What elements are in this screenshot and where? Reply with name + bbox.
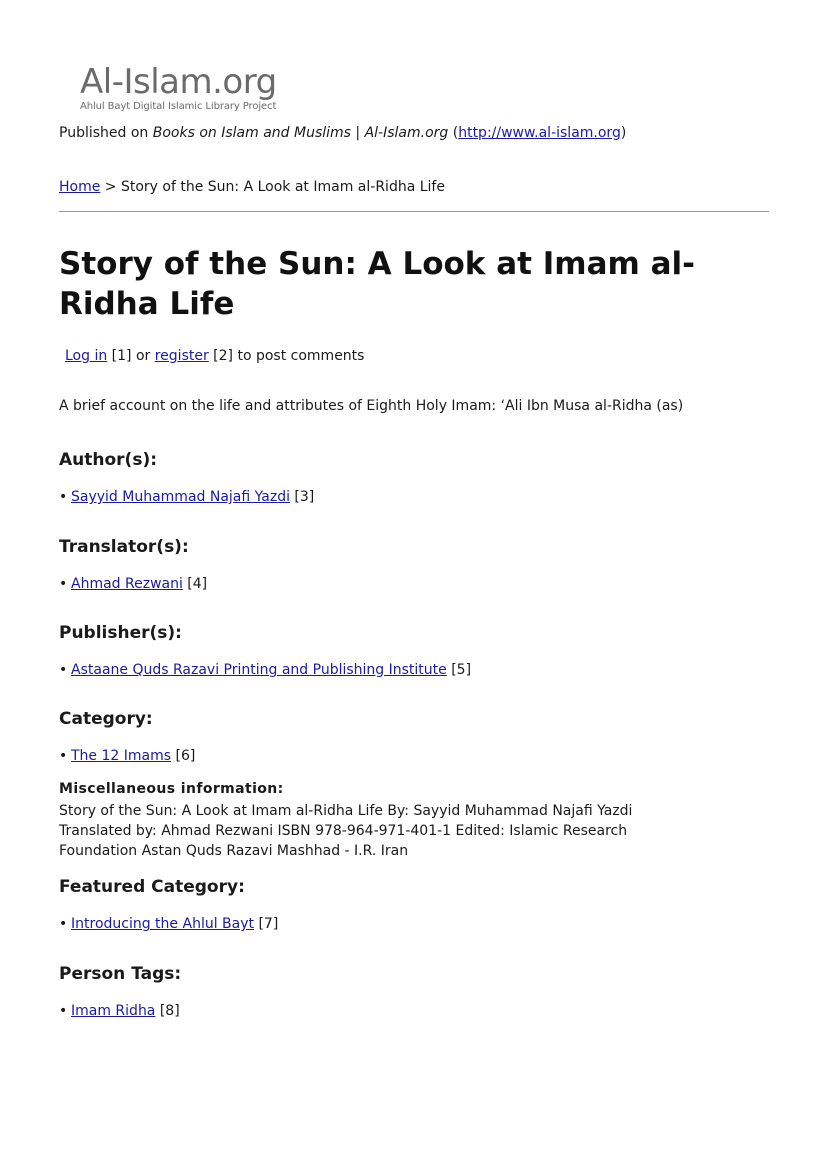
site-url-link[interactable]: http://www.al-islam.org <box>458 125 621 141</box>
breadcrumb-separator: > <box>100 179 121 195</box>
logo-tagline: Ahlul Bayt Digital Islamic Library Project <box>80 101 277 112</box>
translator-item <box>59 576 207 592</box>
misc-info-label: Miscellaneous information: <box>59 781 284 797</box>
register-link[interactable]: register <box>154 348 209 364</box>
translator-link[interactable]: Ahmad Rezwani <box>71 576 183 592</box>
person-tags-heading: Person Tags: <box>59 964 182 984</box>
header-divider <box>59 211 769 212</box>
site-logo[interactable] <box>80 62 320 122</box>
authors-heading: Author(s): <box>59 450 158 470</box>
person-tag-item <box>59 1003 180 1019</box>
published-prefix: Published on <box>59 125 153 141</box>
publisher-ref: [5] <box>446 662 472 678</box>
featured-category-link[interactable]: Introducing the Ahlul Bayt <box>71 916 254 932</box>
featured-category-item <box>59 916 278 932</box>
login-ref: [1] or <box>107 348 155 364</box>
featured-category-heading: Featured Category: <box>59 877 245 897</box>
url-open: ( <box>448 125 459 141</box>
site-name: Books on Islam and Muslims | Al-Islam.org <box>152 125 449 141</box>
person-tag-link[interactable]: Imam Ridha <box>71 1003 156 1019</box>
category-ref: [6] <box>171 748 196 764</box>
login-prompt <box>65 348 364 364</box>
bullet: • <box>59 662 68 678</box>
misc-info-text: Story of the Sun: A Look at Imam al-Ridha Life By: Sayyid Muhammad Najafi Yazdi Translated by: Ahmad Rezwani ISBN 978-964-971-401-1 Edited: Islamic Research Foundation Astan Quds Razavi Mashhad - I.R. Iran <box>59 803 633 859</box>
page-title: Story of the Sun: A Look at Imam al-Ridha Life <box>59 246 695 322</box>
publisher-link[interactable]: Astaane Quds Razavi Printing and Publishing Institute <box>71 662 447 678</box>
publisher-item <box>59 662 471 678</box>
author-ref: [3] <box>289 489 315 505</box>
person-tag-ref: [8] <box>155 1003 180 1019</box>
featured-category-ref: [7] <box>254 916 279 932</box>
url-close: ) <box>620 125 627 141</box>
book-summary: A brief account on the life and attributes of Eighth Holy Imam: ‘Ali Ibn Musa al-Ridha (as) <box>59 398 684 414</box>
category-item <box>59 748 195 764</box>
bullet: • <box>59 1003 68 1019</box>
category-link[interactable]: The 12 Imams <box>71 748 172 764</box>
breadcrumb <box>59 179 445 195</box>
author-item <box>59 489 314 505</box>
bullet: • <box>59 576 68 592</box>
breadcrumb-home-link[interactable]: Home <box>59 179 101 195</box>
published-line <box>59 125 626 141</box>
translator-ref: [4] <box>182 576 208 592</box>
category-heading: Category: <box>59 709 153 729</box>
author-link[interactable]: Sayyid Muhammad Najafi Yazdi <box>71 489 290 505</box>
logo-wordmark: Al-Islam.org <box>80 62 277 102</box>
breadcrumb-current: Story of the Sun: A Look at Imam al-Ridha Life <box>120 179 445 195</box>
bullet: • <box>59 748 68 764</box>
login-link[interactable]: Log in <box>65 348 108 364</box>
bullet: • <box>59 489 68 505</box>
publishers-heading: Publisher(s): <box>59 623 182 643</box>
translators-heading: Translator(s): <box>59 537 189 557</box>
register-ref: [2] to post comments <box>208 348 365 364</box>
bullet: • <box>59 916 68 932</box>
